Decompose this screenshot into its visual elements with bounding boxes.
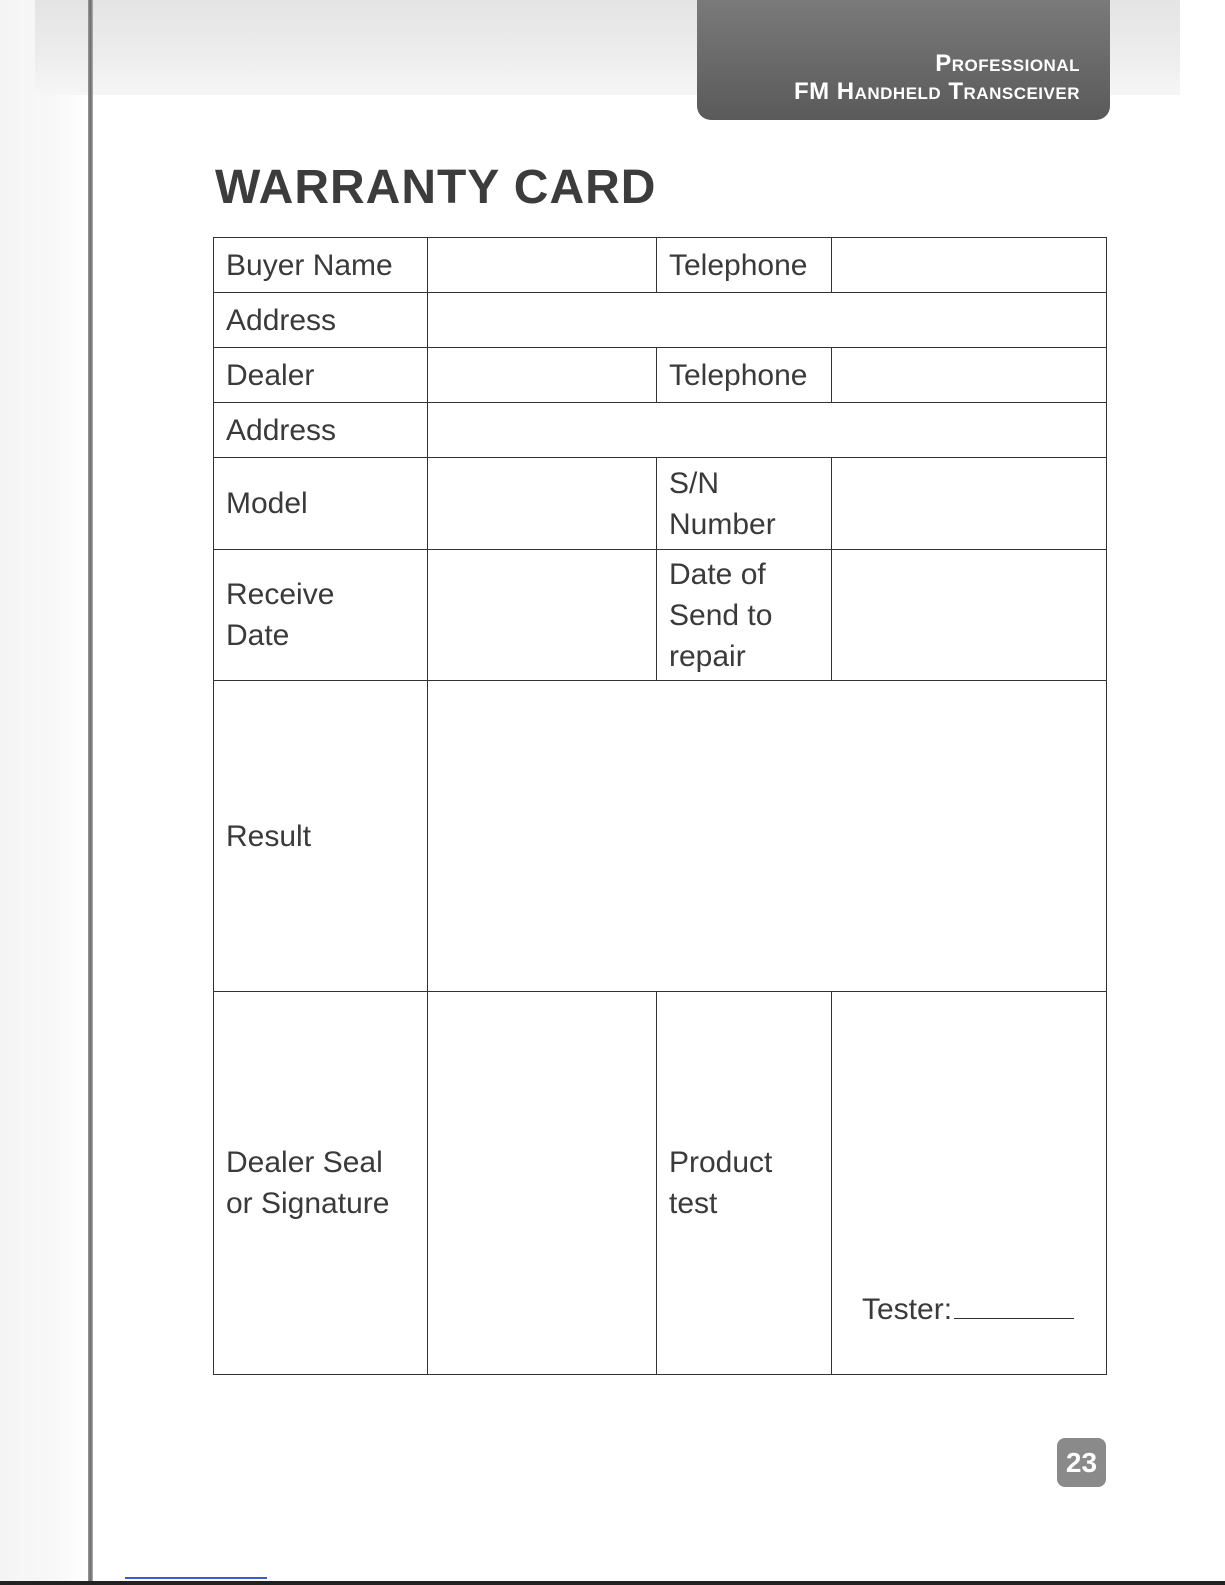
sn-label-line-2: Number [669,507,776,541]
product-test-label [657,992,832,1375]
tester-underline[interactable] [954,1318,1074,1319]
page-binding-shadow [0,0,90,1585]
buyer-telephone-label: Telephone [657,238,832,293]
dealer-telephone-field[interactable] [832,348,1107,403]
tester-label: Tester: [862,1293,953,1326]
table-row-dealer-address [214,403,1107,458]
product-test-line-2: test [669,1187,718,1220]
buyer-address-label: Address [214,293,428,348]
page-title: WARRANTY CARD [215,161,657,214]
send-repair-line-1: Date of [669,557,766,591]
table-row-dealer [214,348,1107,403]
dealer-address-field[interactable] [428,403,1107,458]
sn-number-field[interactable] [832,458,1107,550]
dealer-field[interactable] [428,348,657,403]
warranty-table [213,237,1107,1375]
table-row-buyer [214,238,1107,293]
buyer-telephone-field[interactable] [832,238,1107,293]
buyer-address-field[interactable] [428,293,1107,348]
result-label: Result [214,681,428,992]
product-test-line-1: Product [669,1146,773,1179]
model-label: Model [214,458,428,550]
dealer-telephone-label: Telephone [657,348,832,403]
table-row-model [214,458,1107,550]
header-banner [697,0,1110,120]
bottom-edge-mark [125,1577,267,1579]
send-to-repair-label [657,550,832,681]
table-row-result [214,681,1107,992]
result-field[interactable] [428,681,1107,992]
header-line-2: FM Handheld Transceiver [793,78,1080,105]
receive-date-line-1: Receive [226,578,335,611]
sn-label-line-1: S/N [669,466,720,500]
send-to-repair-field[interactable] [832,550,1107,681]
sn-number-label [657,458,832,550]
page-number: 23 [1057,1438,1106,1487]
table-row-seal [214,992,1107,1375]
dealer-seal-line-1: Dealer Seal [226,1146,383,1179]
product-test-field[interactable] [832,992,1107,1375]
page-binding-edge [88,0,93,1585]
receive-date-label [214,550,428,681]
dealer-address-label: Address [214,403,428,458]
header-line-1: Professional [935,50,1080,77]
dealer-seal-field[interactable] [428,992,657,1375]
send-repair-line-2: Send to [669,598,773,632]
table-row-dates [214,550,1107,681]
buyer-name-label: Buyer Name [214,238,428,293]
model-field[interactable] [428,458,657,550]
receive-date-field[interactable] [428,550,657,681]
send-repair-line-3: repair [669,639,746,673]
dealer-seal-line-2: or Signature [226,1187,390,1220]
buyer-name-field[interactable] [428,238,657,293]
table-row-buyer-address [214,293,1107,348]
dealer-label: Dealer [214,348,428,403]
bottom-edge-line [0,1581,1225,1585]
tester-signature-line [862,1289,1074,1330]
receive-date-line-2: Date [226,619,290,652]
dealer-seal-label [214,992,428,1375]
